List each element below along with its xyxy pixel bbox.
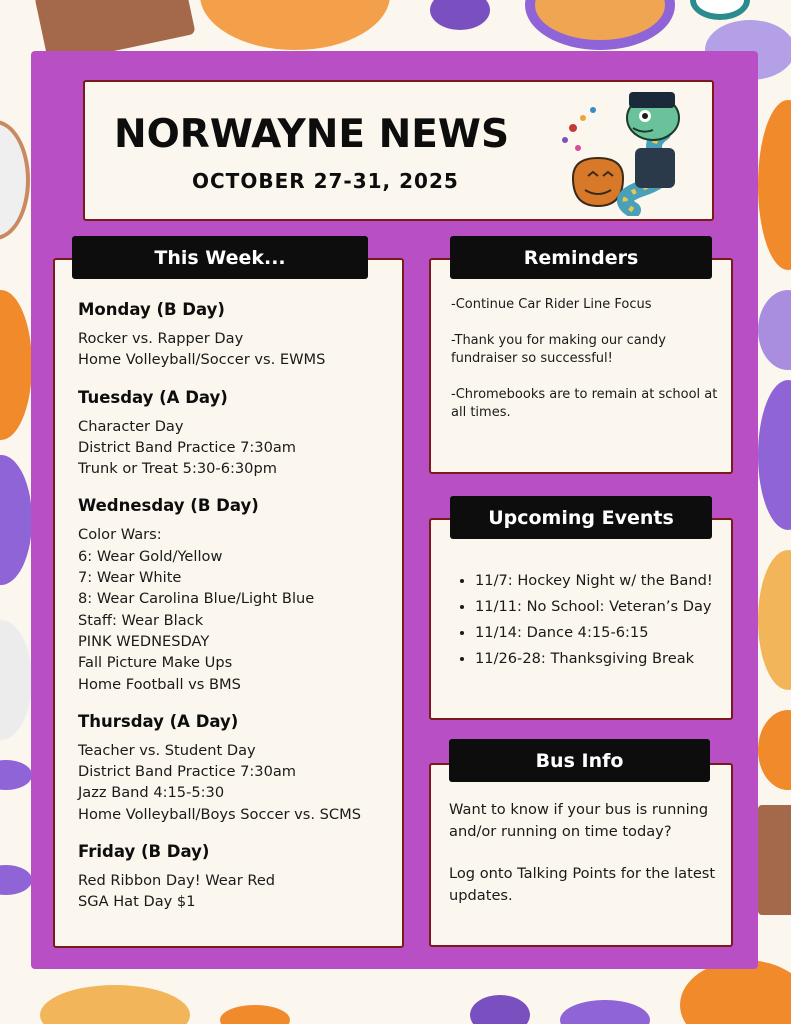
reminder-item: -Thank you for making our candy fundraiser so successful! xyxy=(451,333,666,366)
day-title: Tuesday (A Day) xyxy=(78,387,228,407)
day-item: Jazz Band 4:15-5:30 xyxy=(78,784,225,802)
monster-snake-mascot-icon xyxy=(553,88,693,216)
this-week-list xyxy=(78,300,361,930)
day-item: 7: Wear White xyxy=(78,569,182,587)
day-item: Red Ribbon Day! Wear Red xyxy=(78,872,276,890)
candy-right-decoration xyxy=(758,710,791,790)
day-item: Home Volleyball/Boys Soccer vs. SCMS xyxy=(78,805,361,823)
ghost-left-decoration xyxy=(0,620,32,740)
reminders-heading: Reminders xyxy=(450,236,712,279)
reminder-item: -Chromebooks are to remain at school at all times. xyxy=(451,387,718,420)
day-item: Home Volleyball/Soccer vs. EWMS xyxy=(78,351,326,369)
candy-bottom-decoration xyxy=(40,985,190,1024)
swirl-right-decoration xyxy=(758,380,791,530)
day-item: District Band Practice 7:30am xyxy=(78,763,297,781)
bus-info-panel xyxy=(429,763,733,947)
reminders-list xyxy=(451,296,721,440)
wrapped-candy-decoration xyxy=(430,0,490,30)
day-item: Staff: Wear Black xyxy=(78,611,204,629)
day-wednesday xyxy=(78,496,361,694)
day-thursday xyxy=(78,712,361,825)
candy-bottom3-decoration xyxy=(470,995,530,1024)
day-monday xyxy=(78,300,361,371)
day-title: Monday (B Day) xyxy=(78,300,225,319)
day-item: PINK WEDNESDAY xyxy=(78,632,210,650)
pumpkin-right-decoration xyxy=(758,100,791,270)
reminder-item: -Continue Car Rider Line Focus xyxy=(451,297,652,312)
day-item: 6: Wear Gold/Yellow xyxy=(78,547,223,565)
event-item: • 11/11: No School: Veteran’s Day xyxy=(475,594,731,620)
day-item: Home Football vs BMS xyxy=(78,675,241,693)
day-title: Thursday (A Day) xyxy=(78,711,239,731)
candy-left2-decoration xyxy=(0,865,32,895)
reminders-panel xyxy=(429,258,733,474)
pumpkin-bottom-decoration xyxy=(680,960,791,1024)
spider-web-right-decoration xyxy=(758,550,791,690)
newsletter-title: NORWAYNE NEWS xyxy=(114,112,510,157)
day-item: Rocker vs. Rapper Day xyxy=(78,330,244,347)
day-title: Friday (B Day) xyxy=(78,842,210,862)
day-item: Trunk or Treat 5:30-6:30pm xyxy=(78,460,277,478)
ghost-decoration xyxy=(0,120,30,240)
candy-bottom4-decoration xyxy=(560,1000,650,1024)
pumpkin-left-decoration xyxy=(0,290,32,440)
upcoming-events-list xyxy=(475,568,731,672)
bus-info-heading: Bus Info xyxy=(449,739,710,782)
day-item: 8: Wear Carolina Blue/Light Blue xyxy=(78,590,315,608)
swirl-left-decoration xyxy=(0,455,32,585)
candy-bottom2-decoration xyxy=(220,1005,290,1024)
newsletter-dates: OCTOBER 27-31, 2025 xyxy=(192,169,459,193)
candy-left-decoration xyxy=(0,760,32,790)
pumpkin-decoration xyxy=(200,0,390,50)
eyeball-decoration xyxy=(690,0,750,20)
bus-info-text xyxy=(449,799,719,906)
swirl-candy-decoration xyxy=(525,0,675,50)
day-item: Fall Picture Make Ups xyxy=(78,654,233,672)
day-tuesday xyxy=(78,388,361,480)
this-week-heading: This Week... xyxy=(72,236,368,279)
day-item: District Band Practice 7:30am xyxy=(78,438,297,456)
chocolate-right-decoration xyxy=(758,805,791,915)
bus-info-paragraph: Log onto Talking Points for the latest updates. xyxy=(449,865,716,904)
event-item: • 11/26-28: Thanksgiving Break xyxy=(475,646,731,672)
bus-info-paragraph: Want to know if your bus is running and/or running on time today? xyxy=(449,801,709,840)
this-week-panel xyxy=(53,258,404,948)
event-item: • 11/14: Dance 4:15-6:15 xyxy=(475,620,731,646)
day-item: Teacher vs. Student Day xyxy=(78,741,256,759)
day-friday xyxy=(78,842,361,913)
day-item: SGA Hat Day $1 xyxy=(78,893,196,911)
day-item: Character Day xyxy=(78,417,184,435)
day-item: Color Wars: xyxy=(78,526,162,544)
purple-right-decoration xyxy=(758,290,791,370)
upcoming-events-heading: Upcoming Events xyxy=(450,496,712,539)
day-title: Wednesday (B Day) xyxy=(78,496,259,516)
upcoming-events-panel xyxy=(429,518,733,720)
event-item: • 11/7: Hockey Night w/ the Band! xyxy=(475,568,731,594)
